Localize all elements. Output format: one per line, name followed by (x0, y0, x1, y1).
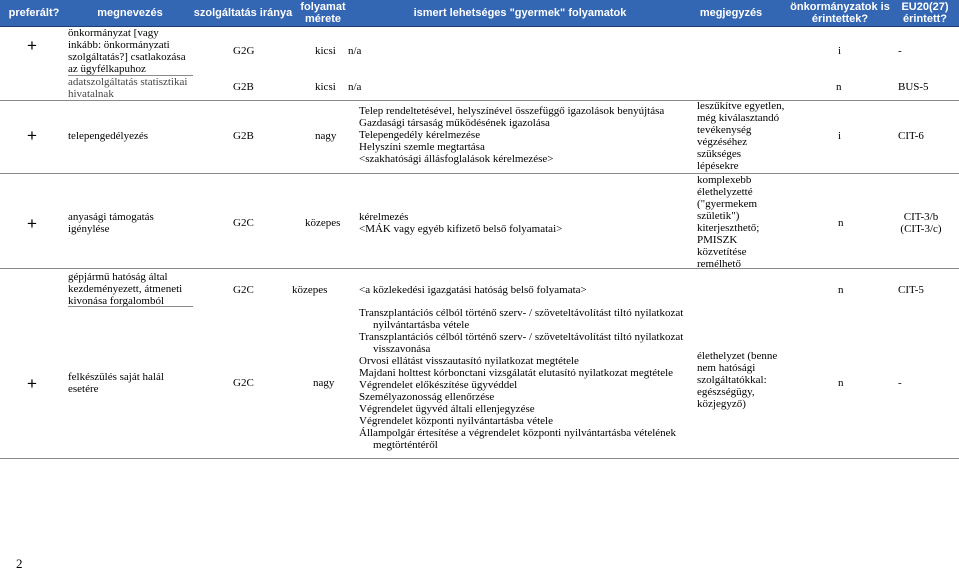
header-gyermek-folyamatok: ismert lehetséges "gyermek" folyamatok (413, 7, 627, 19)
row-size: nagy (315, 130, 337, 142)
row-eu: CIT-5 (898, 284, 924, 296)
row-eu: - (898, 377, 902, 389)
row-eu: CIT-6 (898, 130, 924, 142)
row-onkormanyzat: n (838, 217, 844, 229)
row-eu: BUS-5 (898, 81, 929, 93)
row-eu: - (898, 45, 902, 57)
header-eu: EU20(27) érintett? (901, 1, 949, 25)
row-name: telepengedélyezés (68, 130, 149, 142)
preferred-plus: + (27, 126, 37, 145)
row-separator (0, 173, 959, 174)
header-onkormanyzatok: önkormányzatok is érintettek? (790, 1, 890, 25)
row-note: komplexebb élethelyzetté ("gyermekem születik") kiterjeszthető; PMISZK közvetítése remélhető (697, 174, 760, 270)
row-separator (0, 268, 959, 269)
row-direction: G2G (233, 45, 255, 57)
row-size: kicsi (315, 45, 336, 57)
preferred-plus: + (27, 374, 37, 393)
row-size: nagy (313, 377, 335, 389)
header-szolgaltatas-iranya: szolgáltatás iránya (193, 7, 293, 19)
header-folyamat-merete: folyamat mérete (300, 1, 346, 25)
row-direction: G2C (233, 284, 254, 296)
table-header (0, 0, 959, 27)
row-direction: G2C (233, 377, 254, 389)
row-name: adatszolgáltatás statisztikai hivatalnak (68, 76, 188, 100)
row-size: közepes (292, 284, 328, 296)
preferred-plus: + (27, 36, 37, 55)
row-children: Transzplantációs célból történő szerv- / szöveteltávolítást tiltó nyilatkozat nyilvántartásba vétele Transzplantációs célból történő szerv- / szöveteltávolítást tiltó nyilatkozat visszavonása Orvosi ellátást visszautasító nyilatkozat megtétele Majdani holttest kórbonctani vizsgálatát elutasító nyilatkozat megtétele Végrendelet előkészítése ügyvéddel Személyazonosság ellenőrzése Végrendelet ügyvéd általi ellenjegyzése Végrendelet központi nyilvántartásba vétele Állampolgár értesítése a végrendelet központi nyilvántartásba vételének megtörténtéről (359, 307, 684, 451)
row-onkormanyzat: i (838, 130, 842, 142)
row-children: kérelmezés <MÁK vagy egyéb kifizető belső folyamatai> (359, 211, 563, 235)
row-children: n/a (348, 81, 362, 93)
preferred-plus: + (27, 214, 37, 233)
header-preferalt: preferált? (8, 7, 60, 19)
row-note: leszűkítve egyetlen, még kiválasztandó tevékenység végzéséhez szükséges lépésekre (697, 100, 785, 172)
row-children: n/a (348, 45, 362, 57)
row-onkormanyzat: i (838, 45, 842, 57)
row-eu: CIT-3/b (CIT-3/c) (900, 211, 942, 235)
row-separator (0, 100, 959, 101)
row-children: <a közlekedési igazgatási hatóság belső folyamata> (359, 284, 587, 296)
page-number: 2 (16, 556, 23, 571)
row-name: felkészülés saját halál esetére (68, 371, 164, 395)
header-megnevezes: megnevezés (97, 7, 163, 19)
row-name: anyasági támogatás igénylése (68, 211, 154, 235)
row-direction: G2C (233, 217, 254, 229)
row-direction: G2B (233, 81, 254, 93)
row-children: Telep rendeltetésével, helyszínével összefüggő igazolások benyújtása Gazdasági társaság működésének igazolása Telepengedély kérelmezése Helyszíni szemle megtartása <szakhatósági állásfoglalások kérelmezése> (359, 105, 665, 165)
row-name: gépjármű hatóság által kezdeményezett, átmeneti kivonása forgalomból (68, 271, 183, 307)
row-onkormanyzat: n (836, 81, 842, 93)
row-separator (0, 458, 959, 459)
row-size: kicsi (315, 81, 336, 93)
row-onkormanyzat: n (838, 377, 844, 389)
header-megjegyzes: megjegyzés (699, 7, 763, 19)
row-name: önkormányzat [vagy inkább: önkormányzati szolgáltatás?] csatlakozása az ügyfélkapuhoz (68, 27, 186, 75)
row-onkormanyzat: n (838, 284, 844, 296)
row-note: élethelyzet (benne nem hatósági szolgáltatókkal: egészségügy, közjegyző) (697, 350, 778, 410)
row-size: közepes (305, 217, 341, 229)
row-separator (68, 306, 193, 307)
row-direction: G2B (233, 130, 254, 142)
